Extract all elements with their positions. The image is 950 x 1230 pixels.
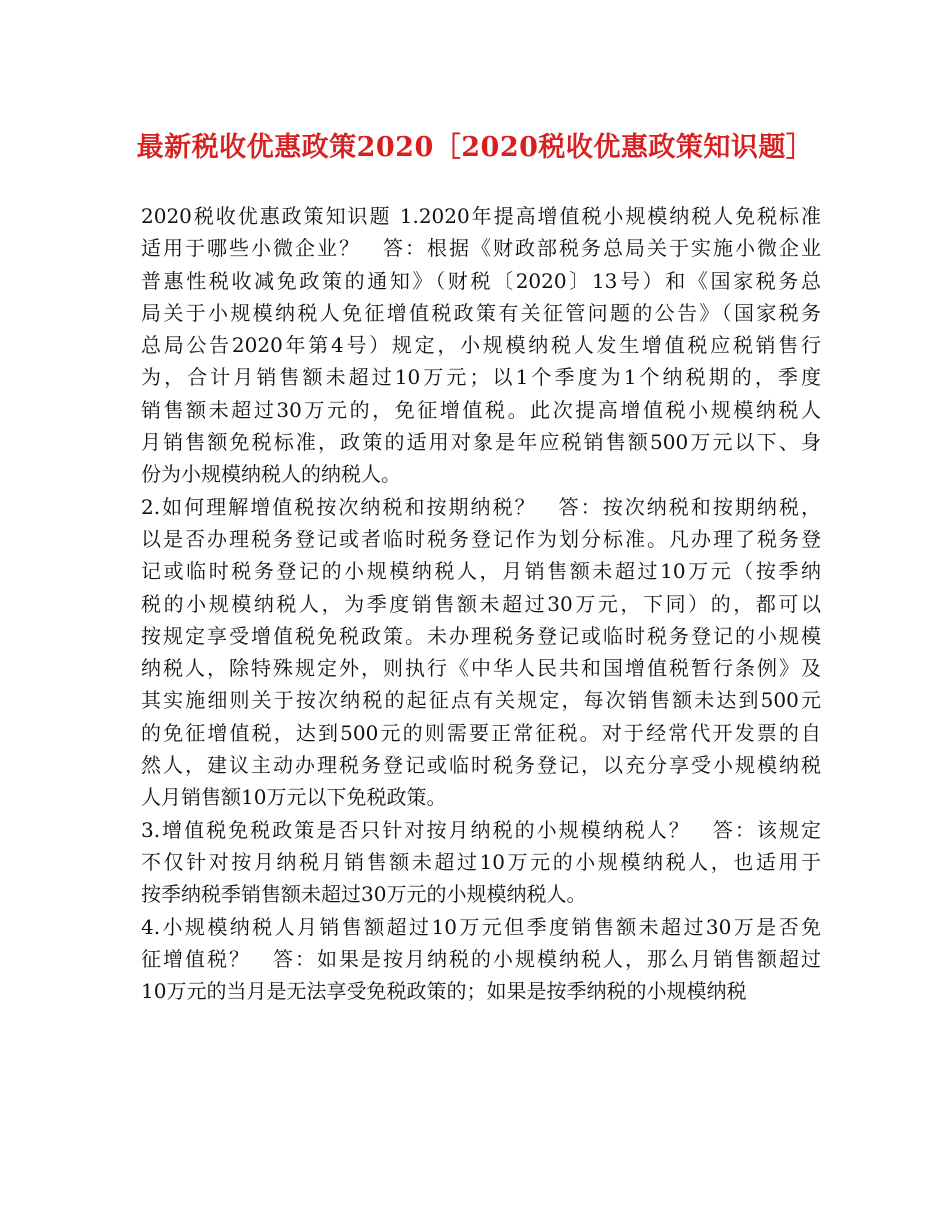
text-line: 的免征增值税，达到500元的则需要正常征税。对于经常代开发票的自 — [141, 720, 821, 745]
text-line: 纳税人，除特殊规定外，则执行《中华人民共和国增值税暂行条例》及 — [141, 656, 821, 681]
text-line: 不仅针对按月纳税月销售额未超过10万元的小规模纳税人，也适用于 — [141, 849, 821, 874]
text-line: 按季纳税季销售额未超过30万元的小规模纳税人。 — [141, 882, 587, 907]
text-line: 以是否办理税务登记或者临时税务登记作为划分标准。凡办理了税务登 — [141, 526, 821, 551]
text-line: 总局公告2020年第4号）规定，小规模纳税人发生增值税应税销售行 — [141, 333, 821, 358]
text-line: 10万元的当月是无法享受免税政策的；如果是按季纳税的小规模纳税 — [141, 979, 747, 1004]
paragraph — [141, 814, 821, 911]
text-line: 记或临时税务登记的小规模纳税人，月销售额未超过10万元（按季纳 — [141, 559, 821, 584]
text-line: 为，合计月销售额未超过10万元；以1个季度为1个纳税期的，季度 — [141, 365, 821, 390]
document-title: 最新税收优惠政策2020［2020税收优惠政策知识题］ — [136, 132, 814, 163]
text-line: 普惠性税收减免政策的通知》（财税〔2020〕13号）和《国家税务总 — [141, 268, 821, 293]
text-line: 税的小规模纳税人，为季度销售额未超过30万元，下同）的，都可以 — [141, 591, 821, 616]
text-line: 局关于小规模纳税人免征增值税政策有关征管问题的公告》（国家税务 — [141, 300, 821, 325]
text-line: 然人，建议主动办理税务登记或临时税务登记，以充分享受小规模纳税 — [141, 753, 821, 778]
text-line: 份为小规模纳税人的纳税人。 — [141, 462, 401, 487]
text-line: 3.增值税免税政策是否只针对按月纳税的小规模纳税人？ 答：该规定 — [141, 817, 821, 842]
paragraph — [141, 911, 821, 1008]
text-line: 销售额未超过30万元的，免征增值税。此次提高增值税小规模纳税人 — [141, 397, 821, 422]
text-line: 适用于哪些小微企业？ 答：根据《财政部税务总局关于实施小微企业 — [141, 236, 821, 261]
text-line: 人月销售额10万元以下免税政策。 — [141, 785, 447, 810]
document-body — [141, 200, 821, 1007]
paragraph — [141, 200, 821, 491]
text-line: 2020税收优惠政策知识题 1.2020年提高增值税小规模纳税人免税标准 — [141, 204, 821, 228]
paragraph — [141, 491, 821, 814]
text-line: 征增值税？ 答：如果是按月纳税的小规模纳税人，那么月销售额超过 — [141, 946, 821, 971]
text-line: 4.小规模纳税人月销售额超过10万元但季度销售额未超过30万是否免 — [141, 914, 821, 939]
text-line: 其实施细则关于按次纳税的起征点有关规定，每次销售额未达到500元 — [141, 688, 821, 713]
text-line: 2.如何理解增值税按次纳税和按期纳税？ 答：按次纳税和按期纳税， — [141, 494, 821, 519]
text-line: 按规定享受增值税免税政策。未办理税务登记或临时税务登记的小规模 — [141, 623, 821, 648]
text-line: 月销售额免税标准，政策的适用对象是年应税销售额500万元以下、身 — [141, 430, 821, 455]
